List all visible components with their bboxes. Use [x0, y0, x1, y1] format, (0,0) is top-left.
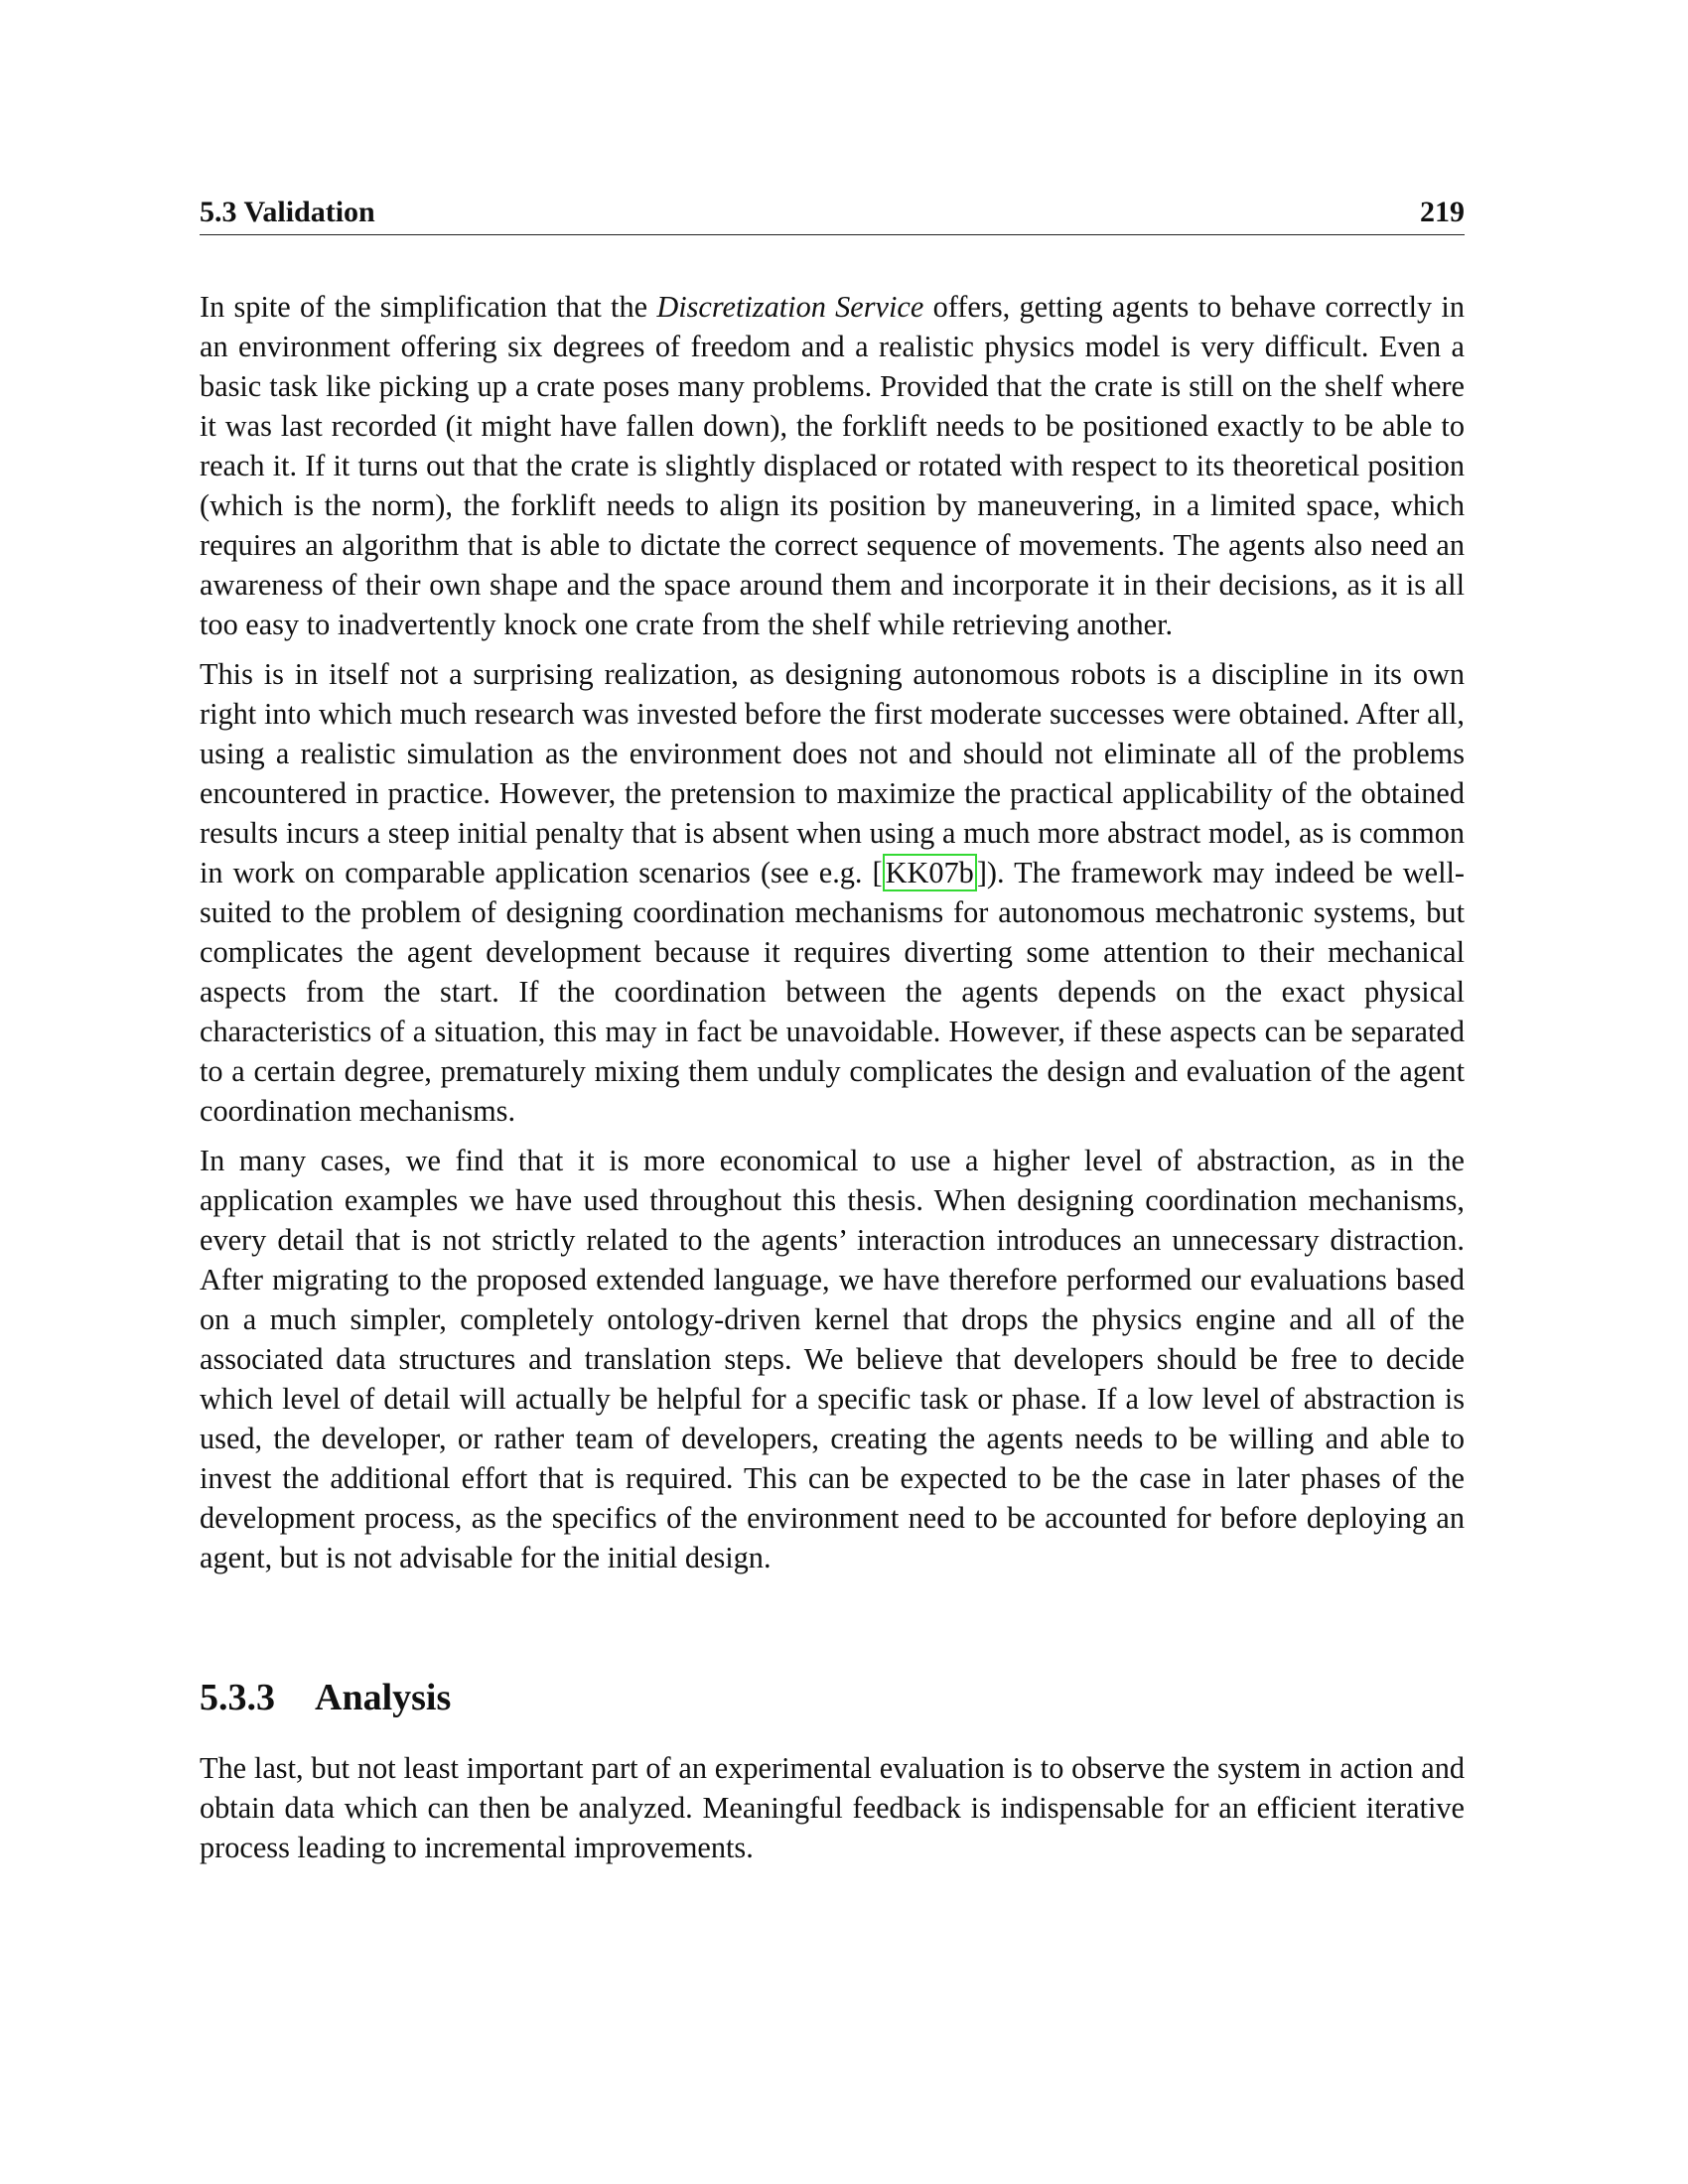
paragraph-discretization-difficulty: [200, 287, 1465, 644]
discretization-service-term: Discretization Service: [656, 290, 924, 324]
running-header: [200, 195, 1465, 235]
running-header-section: 5.3 Validation: [200, 196, 375, 228]
section-title: Analysis: [315, 1677, 452, 1718]
body-text: [200, 287, 1465, 1577]
paragraph-text: ]). The framework may indeed be well-suited to the problem of designing coordination mechanisms for autonomous mechatronic systems, but complicates the agent development because it requires diverting some attention to their mechanical aspects from the start. If the coordination between the agents depends on the exact physical characteristics of a situation, this may in fact be unavoidable. However, if these aspects can be separated to a certain degree, prematurely mixing them unduly complicates the design and evaluation of the agent coordination mechanisms.: [200, 856, 1466, 1128]
page: [200, 195, 1465, 1877]
paragraph-text: This is in itself not a surprising realization, as designing autonomous robots is a discipline in its own right into which much research was invested before the first moderate successes were obtained. After all, using a realistic simulation as the environment does not and should not eliminate all of the problems encountered in practice. However, the pretension to maximize the practical applicability of the obtained results incurs a steep initial penalty that is absent when using a much more abstract model, as is common in work on comparable application scenarios (see e.g. [: [200, 657, 1465, 889]
paragraph-realistic-simulation: [200, 654, 1465, 1131]
citation-link-kk07b[interactable]: KK07b: [883, 854, 977, 891]
paragraph-text: In spite of the simplification that the: [200, 290, 657, 324]
page-number: 219: [1420, 196, 1465, 228]
section-number: 5.3.3: [200, 1677, 275, 1718]
paragraph-abstraction-level: In many cases, we find that it is more economical to use a higher level of abstraction, as in the application examples we have used throughout this thesis. When designing coordination mechanisms, every detail that is not strictly related to the agents’ interaction introduces an unnecessary distraction. After migrating to the proposed extended language, we have therefore performed our evaluations based on a much simpler, completely ontology-driven kernel that drops the physics engine and all of the associated data structures and translation steps. We believe that developers should be free to decide which level of detail will actually be helpful for a specific task or phase. If a low level of abstraction is used, the developer, or rather team of developers, creating the agents needs to be willing and able to invest the additional effort that is required. This can be expected to be the case in later phases of the development process, as the specifics of the environment need to be accounted for before deploying an agent, but is not advisable for the initial design.: [200, 1144, 1465, 1574]
paragraph-analysis-intro: The last, but not least important part of an experimental evaluation is to observe the system in action and obtain data which can then be analyzed. Meaningful feedback is indispensable for an efficient iterative process leading to incremental improvements.: [200, 1751, 1465, 1864]
section-heading: [200, 1675, 1465, 1720]
paragraph-text: offers, getting agents to behave correctly in an environment offering six degrees of freedom and a realistic physics model is very difficult. Even a basic task like picking up a crate poses many problems. Provided that the crate is still on the shelf where it was last recorded (it might have fallen down), the forklift needs to be positioned exactly to be able to reach it. If it turns out that the crate is slightly displaced or rotated with respect to its theoretical position (which is the norm), the forklift needs to align its position by maneuvering, in a limited space, which requires an algorithm that is able to dictate the correct sequence of movements. The agents also need an awareness of their own shape and the space around them and incorporate it in their decisions, as it is all too easy to inadvertently knock one crate from the shelf while retrieving another.: [200, 290, 1465, 641]
